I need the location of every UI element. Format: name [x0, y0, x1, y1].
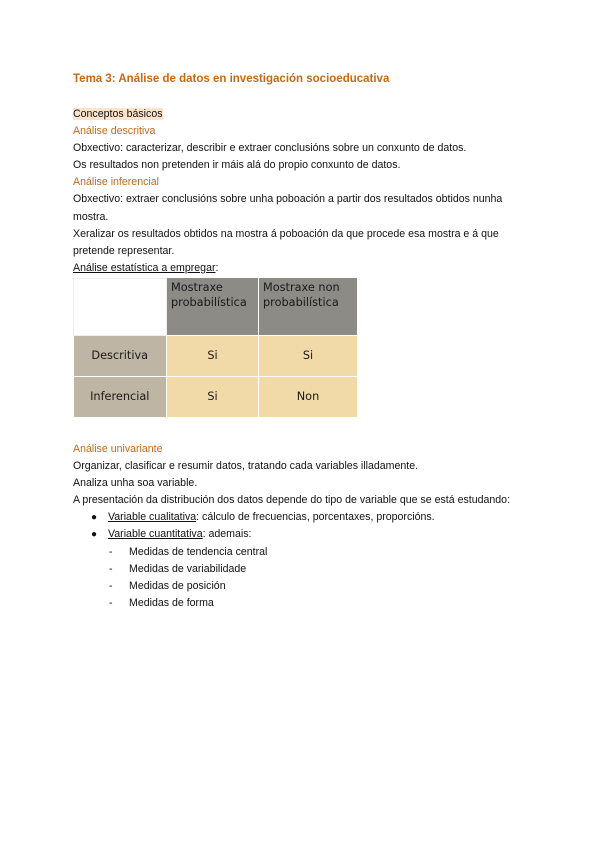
- list-item: [109, 561, 533, 578]
- list-item-text: Medidas de variabilidade: [129, 562, 247, 575]
- analysis-table: [73, 278, 357, 417]
- table-row: [74, 335, 358, 376]
- table-cell: Si: [259, 335, 358, 376]
- dash-icon: -: [109, 545, 113, 558]
- list-item: [109, 544, 533, 561]
- bullet-icon: ●: [91, 529, 98, 541]
- bullet-icon: ●: [91, 512, 98, 524]
- analise-label: [73, 260, 533, 277]
- analise-label-text: Análise estatística a empregar: [73, 261, 216, 274]
- univariante-heading: Análise univariante: [73, 442, 163, 455]
- list-item-term: Variable cuantitativa: [108, 528, 203, 541]
- descritiva-paragraph-2: Os resultados non pretenden ir máis alá do propio conxunto de datos.: [73, 159, 401, 172]
- list-item-text: : cálculo de frecuencias, porcentaxes, proporcións.: [196, 511, 435, 524]
- measure-list: [73, 544, 533, 612]
- variable-list: [73, 509, 533, 543]
- univariante-paragraph-2: Analiza unha soa variable.: [73, 477, 198, 490]
- list-item-term: Variable cualitativa: [108, 511, 197, 524]
- table-row-header: Inferencial: [74, 376, 167, 417]
- document-body: [73, 106, 533, 612]
- list-item: [91, 526, 533, 543]
- descritiva-heading: Análise descritiva: [73, 125, 156, 138]
- list-item-text: Medidas de forma: [129, 596, 214, 609]
- analise-colon: :: [215, 261, 219, 274]
- table-row-header: Descritiva: [74, 335, 167, 376]
- table-col-header: Mostraxe probabilística: [167, 278, 259, 335]
- dash-icon: -: [109, 596, 113, 609]
- univariante-paragraph-1: Organizar, clasificar e resumir datos, tratando cada variables illadamente.: [73, 460, 419, 473]
- table-col-header: Mostraxe non probabilística: [259, 278, 358, 335]
- document-title: Tema 3: Análise de datos en investigación socioeducativa: [73, 73, 390, 85]
- spacer: [73, 417, 533, 441]
- list-item: [91, 509, 533, 526]
- inferencial-paragraph-1: Obxectivo: extraer conclusións sobre unha poboación a partir dos resultados obtidos nunha mostra.: [73, 193, 503, 223]
- table-cell: Non: [259, 376, 358, 417]
- list-item: [109, 578, 533, 595]
- table-corner-cell: [74, 278, 167, 335]
- dash-icon: -: [109, 562, 113, 575]
- table-header-row: [74, 278, 358, 335]
- inferencial-heading: Análise inferencial: [73, 176, 159, 189]
- table-row: [74, 376, 358, 417]
- descritiva-paragraph-1: Obxectivo: caracterizar, describir e extraer conclusións sobre un conxunto de datos.: [73, 142, 467, 155]
- table-cell: Si: [167, 335, 259, 376]
- conceptos-label: [73, 106, 533, 123]
- dash-icon: -: [109, 579, 113, 592]
- list-item-text: Medidas de posición: [129, 579, 226, 592]
- conceptos-label-text: Conceptos básicos: [73, 108, 163, 120]
- table-cell: Si: [167, 376, 259, 417]
- list-item-text: : ademais:: [202, 528, 252, 541]
- list-item-text: Medidas de tendencia central: [129, 545, 268, 558]
- inferencial-paragraph-2: Xeralizar os resultados obtidos na mostra á poboación da que procede esa mostra e á que pretende representar.: [73, 227, 499, 257]
- list-item: [109, 595, 533, 612]
- univariante-paragraph-3: A presentación da distribución dos datos depende do tipo de variable que se está estudando:: [73, 494, 511, 507]
